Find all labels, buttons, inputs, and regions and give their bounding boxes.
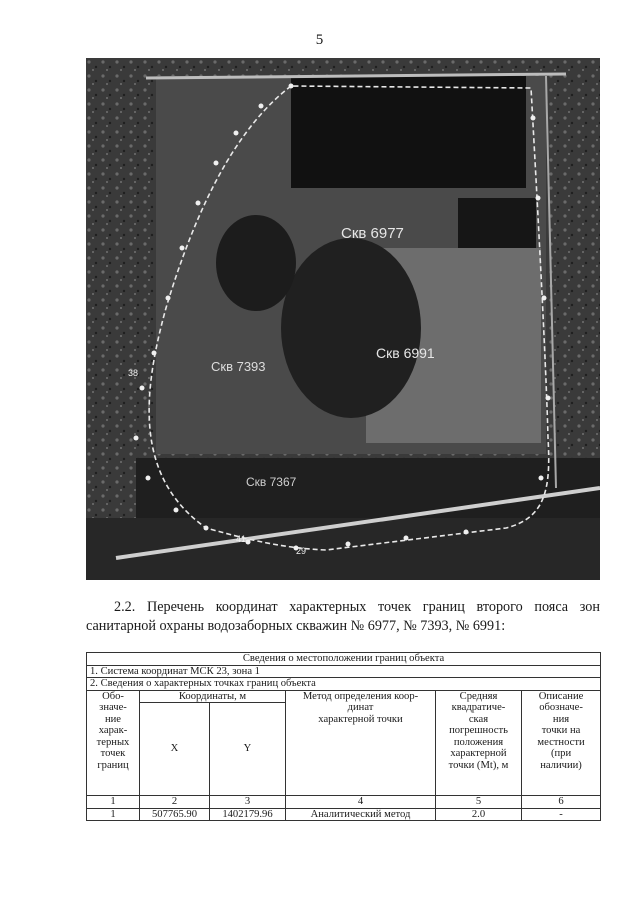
col-description: Описание обозначе- ния точки на местности (при наличии) bbox=[522, 690, 601, 796]
dark-vegetation bbox=[281, 238, 421, 418]
cell-description: - bbox=[522, 808, 601, 821]
table-points-header-row bbox=[87, 678, 601, 691]
col-x: X bbox=[140, 703, 210, 796]
cell-method: Аналитический метод bbox=[286, 808, 436, 821]
aerial-map bbox=[86, 58, 600, 580]
col-designation: Обо- значе- ние харак- терных точек границ bbox=[87, 690, 140, 796]
well-label-bottom: Скв 7367 bbox=[246, 475, 297, 489]
points-header: 2. Сведения о характерных точках границ объекта bbox=[87, 678, 601, 691]
table-header-row bbox=[87, 690, 601, 703]
col-accuracy: Средняя квадратиче- ская погрешность положения характерной точки (Mt), м bbox=[436, 690, 522, 796]
col-number-2: 2 bbox=[140, 796, 210, 809]
tree-line-bottom bbox=[136, 458, 600, 518]
coordinates-table bbox=[86, 652, 601, 821]
point-label-38: 38 bbox=[128, 368, 139, 378]
lower-strip bbox=[86, 518, 600, 580]
coordinate-system: 1. Система координат МСК 23, зона 1 bbox=[87, 665, 601, 678]
col-number-4: 4 bbox=[286, 796, 436, 809]
well-label-7393: Скв 7393 bbox=[211, 359, 266, 374]
col-y: Y bbox=[210, 703, 286, 796]
col-number-1: 1 bbox=[87, 796, 140, 809]
col-number-5: 5 bbox=[436, 796, 522, 809]
building-dark bbox=[291, 76, 526, 188]
table-row bbox=[87, 808, 601, 821]
table-title-row bbox=[87, 653, 601, 666]
building-right bbox=[458, 198, 536, 248]
page-number: 5 bbox=[315, 32, 324, 48]
section-heading: 2.2. Перечень координат характерных точек границ второго пояса зон санитарной охраны водозаборных скважин № 6977, № 7393, № 6991: bbox=[86, 599, 600, 634]
col-coordinates: Координаты, м bbox=[140, 690, 286, 703]
point-label-41: 41 bbox=[236, 534, 247, 544]
table-title: Сведения о местоположении границ объекта bbox=[87, 653, 601, 666]
well-label-6977: Скв 6977 bbox=[341, 225, 404, 242]
well-label-6991: Скв 6991 bbox=[376, 345, 435, 361]
cell-y: 1402179.96 bbox=[210, 808, 286, 821]
cell-accuracy: 2.0 bbox=[436, 808, 522, 821]
cell-x: 507765.90 bbox=[140, 808, 210, 821]
dark-vegetation-left bbox=[216, 215, 296, 311]
col-number-3: 3 bbox=[210, 796, 286, 809]
col-method: Метод определения коор- динат характерной точки bbox=[286, 690, 436, 796]
table-column-numbers-row bbox=[87, 796, 601, 809]
point-label-29: 29 bbox=[296, 546, 307, 556]
cell-point: 1 bbox=[87, 808, 140, 821]
table-system-row bbox=[87, 665, 601, 678]
col-number-6: 6 bbox=[522, 796, 601, 809]
